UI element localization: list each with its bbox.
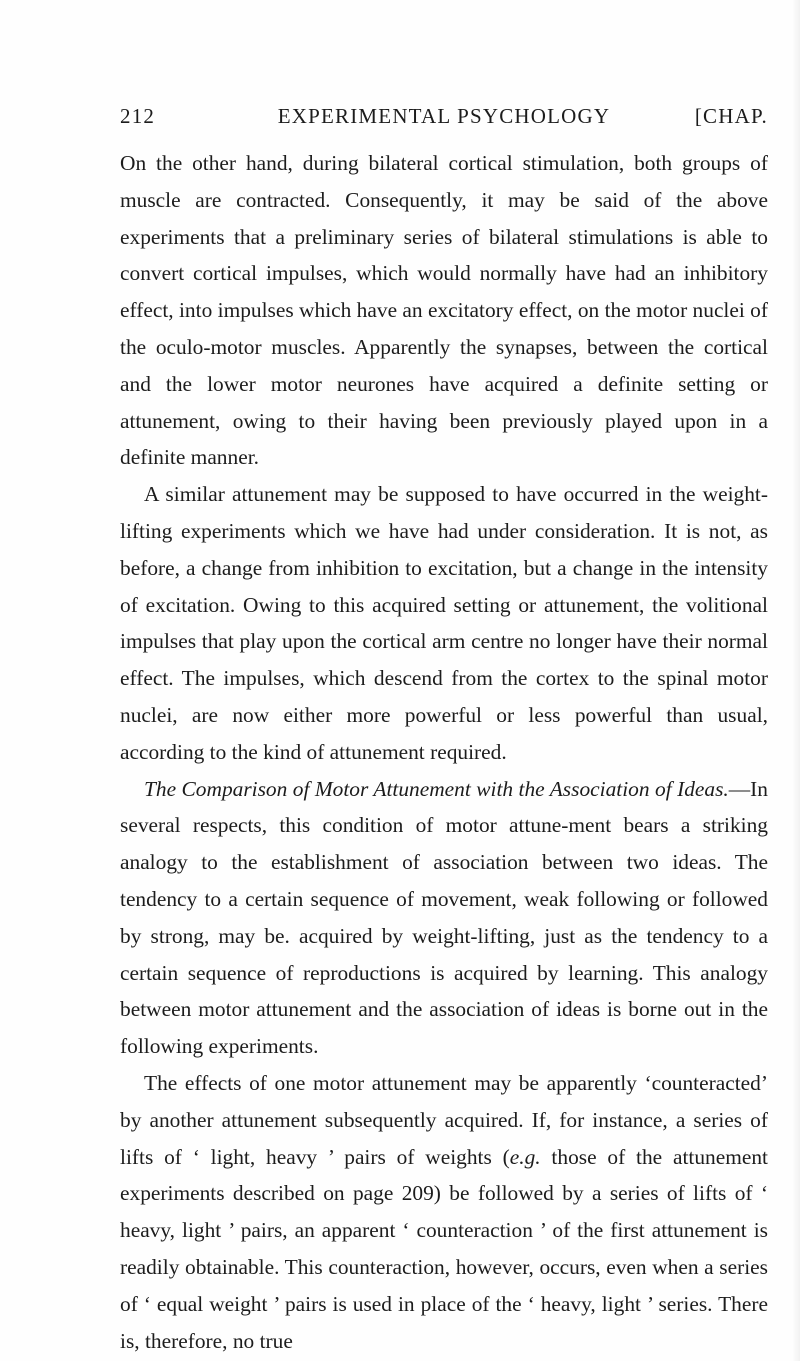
running-header bbox=[120, 104, 768, 132]
paragraph bbox=[120, 1065, 768, 1359]
chapter-mark: [CHAP. bbox=[694, 104, 768, 128]
section-heading: The Comparison of Motor Attunement with the Association of Ideas. bbox=[144, 776, 729, 801]
page-body bbox=[120, 145, 768, 1359]
page-edge-shadow bbox=[792, 0, 800, 1361]
paragraph: A similar attunement may be supposed to have occurred in the weight-lifting experiments which we have had under consideration. It is not, as before, a change from inhibition to excitation, but a change in the intensity of excitation. Owing to this acquired setting or attunement, the volitional impulses that play upon the cortical arm centre no longer have their normal effect. The impulses, which descend from the cortex to the spinal motor nuclei, are now either more powerful or less powerful than usual, according to the kind of attunement required. bbox=[120, 482, 768, 764]
paragraph-text: The effects of one motor attunement may be apparently ‘counteracted’ by another attunement subsequently acquired. If, for instance, a series of lifts of ‘ light, heavy ’ pairs of weights ( bbox=[120, 1070, 768, 1169]
paragraph-text: those of the attunement experiments described on page 209) be followed by a series of lifts of ‘ heavy, light ’ pairs, an apparent ‘ counteraction ’ of the first attunement is readily obtainable. This counteraction, however, occurs, even when a series of ‘ equal weight ’ pairs is used in place of the ‘ heavy, light ’ series. There is, therefore, no true bbox=[120, 1144, 768, 1353]
page-number: 212 bbox=[120, 104, 156, 128]
running-head-title: EXPERIMENTAL PSYCHOLOGY bbox=[277, 104, 611, 128]
section-paragraph bbox=[120, 771, 768, 1065]
abbreviation-eg: e.g. bbox=[509, 1144, 541, 1169]
paragraph-text: —In several respects, this condition of motor attune-ment bears a striking analogy to the establishment of association between two ideas. The tendency to a certain sequence of movement, weak following or followed by strong, may be. acquired by weight-lifting, just as the tendency to a certain sequence of reproductions is acquired by learning. This analogy between motor attunement and the association of ideas is borne out in the following experiments. bbox=[120, 776, 768, 1059]
paragraph: On the other hand, during bilateral cortical stimulation, both groups of muscle are contracted. Consequently, it may be said of the above experiments that a preliminary series of bilateral stimulations is able to convert cortical impulses, which would normally have had an inhibitory effect, into impulses which have an excitatory effect, on the motor nuclei of the oculo-motor muscles. Apparently the synapses, between the cortical and the lower motor neurones have acquired a definite setting or attunement, owing to their having been previously played upon in a definite manner. bbox=[120, 151, 768, 470]
